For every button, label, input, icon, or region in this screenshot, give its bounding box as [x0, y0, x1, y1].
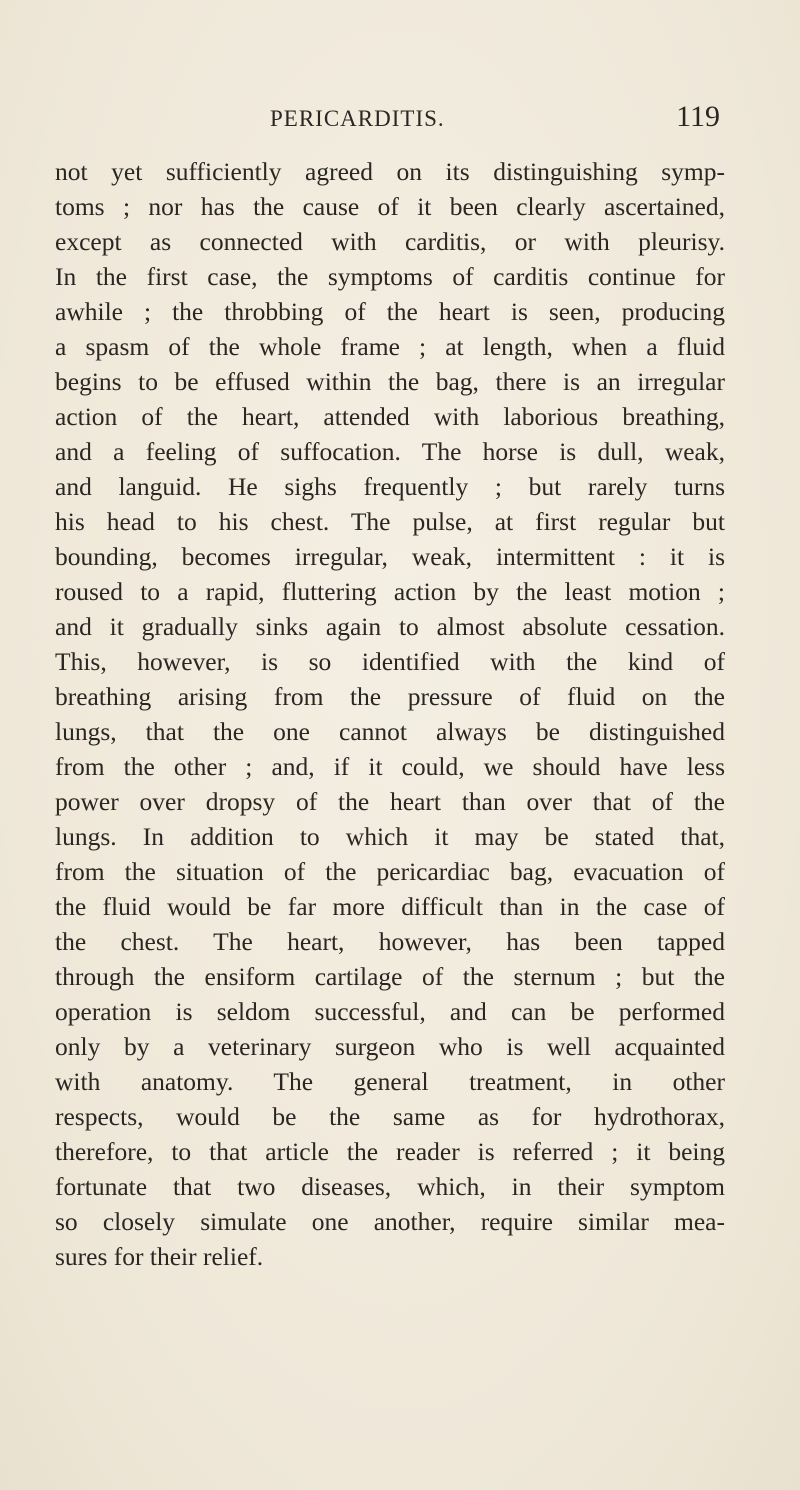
- text-line: lungs, that the one cannot always be distinguished: [55, 717, 725, 746]
- text-line: roused to a rapid, fluttering action by the least motion ;: [55, 577, 725, 606]
- text-line: breathing arising from the pressure of fluid on the: [55, 682, 725, 711]
- text-line: not yet sufficiently agreed on its distinguishing symp-: [55, 157, 725, 186]
- text-line: the chest. The heart, however, has been tapped: [55, 927, 725, 956]
- text-line: from the situation of the pericardiac bag, evacuation of: [55, 857, 725, 886]
- text-line: fortunate that two diseases, which, in their symptom: [55, 1172, 725, 1201]
- text-line: so closely simulate one another, require similar mea-: [55, 1207, 725, 1236]
- text-line: only by a veterinary surgeon who is well acquainted: [55, 1032, 725, 1061]
- running-head-title: PERICARDITIS.: [270, 106, 445, 131]
- text-line: This, however, is so identified with the kind of: [55, 647, 725, 676]
- text-line: operation is seldom successful, and can be performed: [55, 997, 725, 1026]
- text-line: a spasm of the whole frame ; at length, when a fluid: [55, 332, 725, 361]
- text-line: and it gradually sinks again to almost absolute cessation.: [55, 612, 725, 641]
- text-line: from the other ; and, if it could, we should have less: [55, 752, 725, 781]
- text-line: the fluid would be far more difficult than in the case of: [55, 892, 725, 921]
- text-line: In the first case, the symptoms of carditis continue for: [55, 262, 725, 291]
- text-line: begins to be effused within the bag, there is an irregular: [55, 367, 725, 396]
- text-line: sures for their relief.: [55, 1242, 264, 1271]
- running-head: [0, 100, 800, 140]
- text-line: through the ensiform cartilage of the sternum ; but the: [55, 962, 725, 991]
- page-number: 119: [676, 100, 720, 133]
- text-line: with anatomy. The general treatment, in other: [55, 1067, 725, 1096]
- text-line: except as connected with carditis, or with pleurisy.: [55, 227, 725, 256]
- text-line: power over dropsy of the heart than over that of the: [55, 787, 725, 816]
- text-line: action of the heart, attended with laborious breathing,: [55, 402, 725, 431]
- text-line: respects, would be the same as for hydrothorax,: [55, 1102, 725, 1131]
- body-text: [55, 154, 725, 1274]
- text-line: therefore, to that article the reader is referred ; it being: [55, 1137, 725, 1166]
- text-line: lungs. In addition to which it may be stated that,: [55, 822, 725, 851]
- text-line: and a feeling of suffocation. The horse is dull, weak,: [55, 437, 725, 466]
- text-line: awhile ; the throbbing of the heart is seen, producing: [55, 297, 725, 326]
- text-line: and languid. He sighs frequently ; but rarely turns: [55, 472, 725, 501]
- text-line: bounding, becomes irregular, weak, intermittent : it is: [55, 542, 725, 571]
- text-line: his head to his chest. The pulse, at first regular but: [55, 507, 725, 536]
- text-line: toms ; nor has the cause of it been clearly ascertained,: [55, 192, 725, 221]
